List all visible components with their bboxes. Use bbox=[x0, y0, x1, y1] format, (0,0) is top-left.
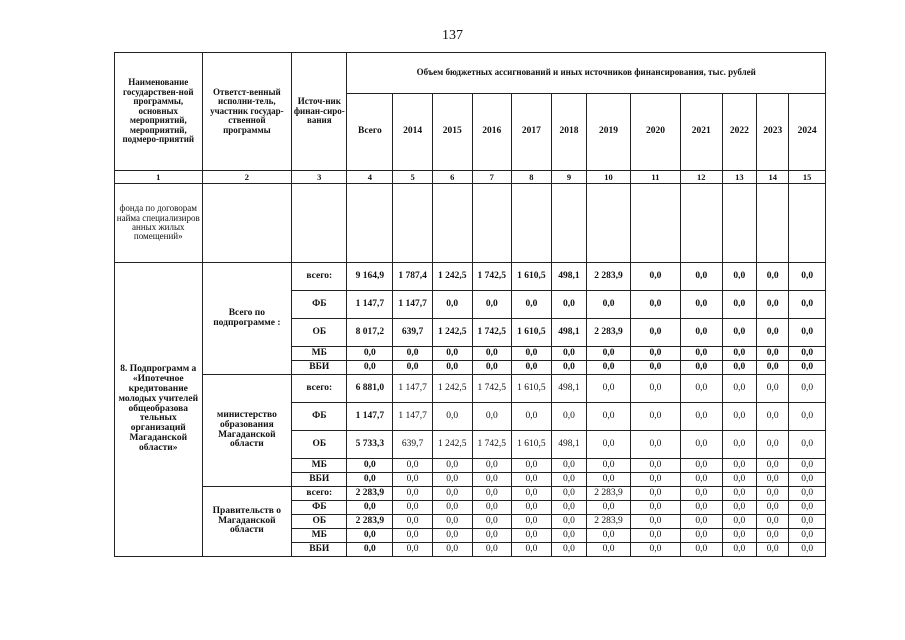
value-year: 498,1 bbox=[551, 431, 586, 459]
value-total: 5 733,3 bbox=[347, 431, 393, 459]
value-year: 2 283,9 bbox=[587, 263, 631, 291]
value-year: 0,0 bbox=[789, 515, 826, 529]
column-number: 6 bbox=[432, 171, 472, 184]
value-year: 0,0 bbox=[630, 529, 680, 543]
value-total: 6 881,0 bbox=[347, 375, 393, 403]
value-year: 0,0 bbox=[551, 515, 586, 529]
column-number: 1 bbox=[115, 171, 203, 184]
funding-source: ОБ bbox=[292, 515, 347, 529]
value-year: 0,0 bbox=[789, 375, 826, 403]
value-total: 0,0 bbox=[347, 543, 393, 557]
budget-table bbox=[114, 52, 826, 557]
value-year: 0,0 bbox=[587, 361, 631, 375]
value-year: 639,7 bbox=[393, 431, 433, 459]
value-year: 1 742,5 bbox=[472, 431, 512, 459]
value-year: 2 283,9 bbox=[587, 487, 631, 501]
value-year: 0,0 bbox=[551, 487, 586, 501]
value-year: 1 147,7 bbox=[393, 375, 433, 403]
value-year: 0,0 bbox=[757, 361, 789, 375]
value-year: 1 742,5 bbox=[472, 263, 512, 291]
value-year: 0,0 bbox=[551, 361, 586, 375]
value-year: 0,0 bbox=[722, 473, 756, 487]
value-year: 0,0 bbox=[722, 403, 756, 431]
value-year: 0,0 bbox=[587, 431, 631, 459]
value-year: 0,0 bbox=[551, 543, 586, 557]
funding-source: МБ bbox=[292, 347, 347, 361]
value-year: 0,0 bbox=[432, 459, 472, 473]
value-year: 0,0 bbox=[757, 403, 789, 431]
value-year: 0,0 bbox=[432, 515, 472, 529]
header-year: 2019 bbox=[587, 94, 631, 171]
header-year: 2021 bbox=[680, 94, 722, 171]
column-number: 7 bbox=[472, 171, 512, 184]
value-year: 0,0 bbox=[630, 361, 680, 375]
column-number: 8 bbox=[512, 171, 552, 184]
value-year: 1 610,5 bbox=[512, 319, 552, 347]
value-year: 0,0 bbox=[757, 487, 789, 501]
value-year: 0,0 bbox=[551, 473, 586, 487]
value-year: 0,0 bbox=[630, 319, 680, 347]
value-year: 1 147,7 bbox=[393, 403, 433, 431]
value-year: 1 742,5 bbox=[472, 375, 512, 403]
value-total: 0,0 bbox=[347, 501, 393, 515]
header-year: 2024 bbox=[789, 94, 826, 171]
header-source: Источ-ник финан-сиро-вания bbox=[292, 53, 347, 171]
value-year: 0,0 bbox=[789, 473, 826, 487]
value-year: 0,0 bbox=[722, 291, 756, 319]
value-year: 0,0 bbox=[393, 487, 433, 501]
value-year: 0,0 bbox=[680, 515, 722, 529]
value-year: 1 610,5 bbox=[512, 263, 552, 291]
value-year: 0,0 bbox=[680, 473, 722, 487]
value-year: 0,0 bbox=[587, 459, 631, 473]
header-year: 2017 bbox=[512, 94, 552, 171]
value-year: 0,0 bbox=[393, 515, 433, 529]
value-year: 1 242,5 bbox=[432, 263, 472, 291]
value-year: 0,0 bbox=[680, 263, 722, 291]
value-total: 8 017,2 bbox=[347, 319, 393, 347]
value-year: 0,0 bbox=[512, 361, 552, 375]
value-total: 2 283,9 bbox=[347, 487, 393, 501]
header-year: 2014 bbox=[393, 94, 433, 171]
column-number: 11 bbox=[630, 171, 680, 184]
header-responsible: Ответст-венный исполни-тель, участник государ-ственной программы bbox=[202, 53, 292, 171]
value-year: 0,0 bbox=[789, 501, 826, 515]
value-year: 0,0 bbox=[432, 361, 472, 375]
value-year: 0,0 bbox=[472, 361, 512, 375]
header-year: 2018 bbox=[551, 94, 586, 171]
value-year: 0,0 bbox=[680, 375, 722, 403]
value-year: 0,0 bbox=[551, 501, 586, 515]
value-year: 0,0 bbox=[551, 459, 586, 473]
value-year: 0,0 bbox=[722, 543, 756, 557]
value-year: 1 242,5 bbox=[432, 431, 472, 459]
value-year: 0,0 bbox=[393, 361, 433, 375]
funding-source: МБ bbox=[292, 459, 347, 473]
funding-source: ФБ bbox=[292, 291, 347, 319]
value-year: 0,0 bbox=[630, 291, 680, 319]
funding-source: ФБ bbox=[292, 403, 347, 431]
value-year: 498,1 bbox=[551, 375, 586, 403]
value-year: 0,0 bbox=[587, 403, 631, 431]
value-total: 0,0 bbox=[347, 473, 393, 487]
value-year: 0,0 bbox=[432, 487, 472, 501]
value-year: 0,0 bbox=[680, 529, 722, 543]
header-year: 2023 bbox=[757, 94, 789, 171]
value-year: 0,0 bbox=[630, 347, 680, 361]
value-year: 0,0 bbox=[757, 291, 789, 319]
value-year: 0,0 bbox=[680, 347, 722, 361]
column-number: 14 bbox=[757, 171, 789, 184]
value-year: 0,0 bbox=[757, 529, 789, 543]
value-year: 0,0 bbox=[757, 263, 789, 291]
value-year: 0,0 bbox=[551, 403, 586, 431]
table-row bbox=[115, 375, 826, 403]
value-year: 0,0 bbox=[757, 501, 789, 515]
value-year: 0,0 bbox=[789, 347, 826, 361]
value-year: 0,0 bbox=[393, 473, 433, 487]
header-column-numbers bbox=[115, 171, 826, 184]
value-year: 0,0 bbox=[630, 487, 680, 501]
value-year: 0,0 bbox=[512, 501, 552, 515]
value-year: 0,0 bbox=[789, 529, 826, 543]
value-year: 0,0 bbox=[472, 473, 512, 487]
value-year: 1 610,5 bbox=[512, 431, 552, 459]
value-year: 0,0 bbox=[512, 473, 552, 487]
value-year: 1 610,5 bbox=[512, 375, 552, 403]
value-year: 0,0 bbox=[680, 291, 722, 319]
value-year: 0,0 bbox=[393, 543, 433, 557]
value-year: 0,0 bbox=[472, 515, 512, 529]
column-number: 9 bbox=[551, 171, 586, 184]
value-year: 0,0 bbox=[472, 487, 512, 501]
funding-source: ФБ bbox=[292, 501, 347, 515]
value-year: 0,0 bbox=[432, 473, 472, 487]
value-year: 0,0 bbox=[587, 347, 631, 361]
value-year: 0,0 bbox=[472, 501, 512, 515]
header-year: 2022 bbox=[722, 94, 756, 171]
column-number: 3 bbox=[292, 171, 347, 184]
funding-source: ВБИ bbox=[292, 543, 347, 557]
table-row bbox=[115, 263, 826, 291]
value-year: 0,0 bbox=[630, 459, 680, 473]
value-year: 1 147,7 bbox=[393, 291, 433, 319]
value-year: 1 742,5 bbox=[472, 319, 512, 347]
value-year: 0,0 bbox=[789, 361, 826, 375]
value-year: 0,0 bbox=[630, 515, 680, 529]
value-year: 0,0 bbox=[512, 515, 552, 529]
value-year: 0,0 bbox=[512, 403, 552, 431]
value-year: 0,0 bbox=[432, 501, 472, 515]
value-total: 1 147,7 bbox=[347, 291, 393, 319]
value-year: 0,0 bbox=[432, 347, 472, 361]
value-year: 0,0 bbox=[551, 291, 586, 319]
value-year: 0,0 bbox=[757, 347, 789, 361]
column-number: 10 bbox=[587, 171, 631, 184]
value-year: 0,0 bbox=[722, 347, 756, 361]
value-year: 498,1 bbox=[551, 319, 586, 347]
value-year: 0,0 bbox=[393, 459, 433, 473]
responsible-executor: Правительств о Магаданской области bbox=[202, 487, 292, 557]
value-year: 0,0 bbox=[757, 473, 789, 487]
value-year: 0,0 bbox=[680, 431, 722, 459]
value-year: 0,0 bbox=[680, 543, 722, 557]
value-year: 0,0 bbox=[432, 529, 472, 543]
value-year: 0,0 bbox=[472, 529, 512, 543]
value-year: 1 242,5 bbox=[432, 319, 472, 347]
value-year: 0,0 bbox=[587, 529, 631, 543]
header-year: 2020 bbox=[630, 94, 680, 171]
value-year: 0,0 bbox=[789, 431, 826, 459]
value-total: 2 283,9 bbox=[347, 515, 393, 529]
value-year: 0,0 bbox=[512, 543, 552, 557]
header-year: 2015 bbox=[432, 94, 472, 171]
value-year: 0,0 bbox=[587, 291, 631, 319]
value-year: 0,0 bbox=[630, 263, 680, 291]
value-year: 0,0 bbox=[630, 375, 680, 403]
value-year: 0,0 bbox=[757, 515, 789, 529]
funding-source: всего: bbox=[292, 487, 347, 501]
value-year: 0,0 bbox=[757, 431, 789, 459]
value-year: 0,0 bbox=[722, 459, 756, 473]
value-year: 0,0 bbox=[512, 347, 552, 361]
value-year: 0,0 bbox=[789, 459, 826, 473]
value-year: 0,0 bbox=[512, 529, 552, 543]
header-year: 2016 bbox=[472, 94, 512, 171]
value-total: 0,0 bbox=[347, 361, 393, 375]
value-year: 0,0 bbox=[757, 375, 789, 403]
funding-source: ВБИ bbox=[292, 473, 347, 487]
header-volume: Объем бюджетных ассигнований и иных источников финансирования, тыс. рублей bbox=[347, 53, 826, 94]
value-year: 0,0 bbox=[757, 543, 789, 557]
value-total: 1 147,7 bbox=[347, 403, 393, 431]
value-year: 0,0 bbox=[722, 529, 756, 543]
value-total: 0,0 bbox=[347, 347, 393, 361]
header-total: Всего bbox=[347, 94, 393, 171]
value-year: 0,0 bbox=[722, 431, 756, 459]
value-year: 0,0 bbox=[432, 403, 472, 431]
page-number: 137 bbox=[442, 28, 463, 43]
value-year: 0,0 bbox=[722, 501, 756, 515]
value-year: 0,0 bbox=[587, 543, 631, 557]
value-year: 0,0 bbox=[757, 459, 789, 473]
column-number: 4 bbox=[347, 171, 393, 184]
value-year: 0,0 bbox=[393, 529, 433, 543]
value-year: 0,0 bbox=[680, 487, 722, 501]
value-total: 0,0 bbox=[347, 529, 393, 543]
value-year: 0,0 bbox=[630, 431, 680, 459]
funding-source: ОБ bbox=[292, 319, 347, 347]
value-total: 9 164,9 bbox=[347, 263, 393, 291]
column-number: 2 bbox=[202, 171, 292, 184]
continuation-text: фонда по договорам найма специализиров анных жилых помещений» bbox=[115, 184, 203, 263]
value-year: 0,0 bbox=[393, 347, 433, 361]
column-number: 15 bbox=[789, 171, 826, 184]
value-year: 0,0 bbox=[630, 473, 680, 487]
value-year: 0,0 bbox=[680, 501, 722, 515]
value-year: 498,1 bbox=[551, 263, 586, 291]
value-year: 0,0 bbox=[789, 403, 826, 431]
value-year: 0,0 bbox=[393, 501, 433, 515]
value-year: 0,0 bbox=[472, 403, 512, 431]
value-year: 0,0 bbox=[789, 263, 826, 291]
program-name: 8. Подпрограмм а «Ипотечное кредитование молодых учителей общеобразова тельных организаций Магаданской области» bbox=[115, 263, 203, 557]
value-year: 0,0 bbox=[789, 319, 826, 347]
value-year: 0,0 bbox=[472, 459, 512, 473]
value-year: 0,0 bbox=[757, 319, 789, 347]
responsible-executor: министерство образования Магаданской области bbox=[202, 375, 292, 487]
continuation-row bbox=[115, 184, 826, 263]
value-year: 0,0 bbox=[680, 459, 722, 473]
responsible-executor: Всего по подпрограмме : bbox=[202, 263, 292, 375]
funding-source: ВБИ bbox=[292, 361, 347, 375]
funding-source: всего: bbox=[292, 375, 347, 403]
value-year: 0,0 bbox=[789, 487, 826, 501]
value-year: 1 787,4 bbox=[393, 263, 433, 291]
value-year: 0,0 bbox=[630, 543, 680, 557]
value-year: 1 242,5 bbox=[432, 375, 472, 403]
value-year: 0,0 bbox=[587, 375, 631, 403]
value-year: 0,0 bbox=[472, 543, 512, 557]
value-year: 0,0 bbox=[722, 263, 756, 291]
value-total: 0,0 bbox=[347, 459, 393, 473]
value-year: 0,0 bbox=[512, 487, 552, 501]
value-year: 0,0 bbox=[432, 291, 472, 319]
value-year: 639,7 bbox=[393, 319, 433, 347]
value-year: 0,0 bbox=[722, 361, 756, 375]
value-year: 0,0 bbox=[789, 291, 826, 319]
value-year: 0,0 bbox=[587, 473, 631, 487]
table-row bbox=[115, 487, 826, 501]
value-year: 0,0 bbox=[472, 347, 512, 361]
value-year: 0,0 bbox=[680, 403, 722, 431]
value-year: 0,0 bbox=[630, 501, 680, 515]
value-year: 0,0 bbox=[551, 347, 586, 361]
value-year: 0,0 bbox=[680, 361, 722, 375]
value-year: 0,0 bbox=[432, 543, 472, 557]
value-year: 2 283,9 bbox=[587, 319, 631, 347]
value-year: 0,0 bbox=[587, 501, 631, 515]
value-year: 0,0 bbox=[722, 515, 756, 529]
value-year: 0,0 bbox=[630, 403, 680, 431]
value-year: 0,0 bbox=[472, 291, 512, 319]
funding-source: ОБ bbox=[292, 431, 347, 459]
value-year: 0,0 bbox=[512, 291, 552, 319]
value-year: 0,0 bbox=[722, 375, 756, 403]
column-number: 12 bbox=[680, 171, 722, 184]
column-number: 13 bbox=[722, 171, 756, 184]
value-year: 0,0 bbox=[680, 319, 722, 347]
value-year: 2 283,9 bbox=[587, 515, 631, 529]
value-year: 0,0 bbox=[789, 543, 826, 557]
value-year: 0,0 bbox=[722, 319, 756, 347]
funding-source: МБ bbox=[292, 529, 347, 543]
value-year: 0,0 bbox=[551, 529, 586, 543]
value-year: 0,0 bbox=[512, 459, 552, 473]
header-name: Наименование государствен-ной программы, основных мероприятий, мероприятий, подмеро-приятий bbox=[115, 53, 203, 171]
value-year: 0,0 bbox=[722, 487, 756, 501]
funding-source: всего: bbox=[292, 263, 347, 291]
column-number: 5 bbox=[393, 171, 433, 184]
